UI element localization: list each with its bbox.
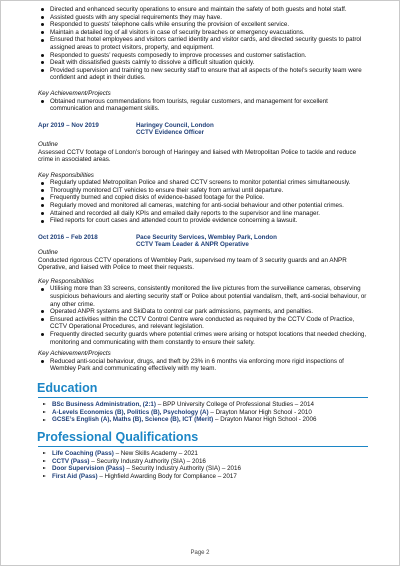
responsibilities-label: Key Responsibilities xyxy=(38,277,94,285)
job-outline: Assessed CCTV footage of London’s borough of Haringey and liaised with Metropolitan Police to tackle and reduce crime in associated areas. xyxy=(38,148,357,164)
list-item xyxy=(52,416,368,424)
list-item: Regularly updated Metropolitan Police and shared CCTV screens to monitor potential crimes simultaneously. xyxy=(50,179,368,187)
job-header-haringey xyxy=(38,122,368,137)
section-divider xyxy=(38,397,368,398)
list-item xyxy=(52,465,368,473)
item-detail: – Highfield Awarding Body for Compliance – 2017 xyxy=(97,472,237,480)
job-achievements xyxy=(38,358,368,373)
list-item: Obtained numerous commendations from tourists, regular customers, and management for excellent communication and management skills. xyxy=(50,98,368,113)
item-highlight: A-Levels Economics (B), Politics (B), Psychology (A) xyxy=(52,408,209,416)
list-item xyxy=(52,409,368,417)
item-detail: – Security Industry Authority (SIA) – 2016 xyxy=(89,457,206,465)
list-item: Ensured that hotel employees and visitors carried identity and visitor cards, and directed security guests to patrol assigned areas to protect visitors, property, and equipment. xyxy=(50,36,368,51)
item-detail: – New Skills Academy – 2021 xyxy=(113,450,198,458)
item-detail: – Drayton Manor High School - 2006 xyxy=(213,416,317,424)
job-title: CCTV Evidence Officer xyxy=(136,129,205,137)
job-header-pace xyxy=(38,234,368,249)
page-number: Page 2 xyxy=(190,550,210,556)
list-item: Directed and enhanced security operations to ensure and maintain the safety of both guests and hotel staff. xyxy=(50,6,368,14)
list-item xyxy=(52,473,368,481)
previous-role-achievements xyxy=(38,98,368,113)
list-item: Provided supervision and training to new security staff to ensure that all aspects of the hotel’s security team were confident and adept in their duties. xyxy=(50,67,368,82)
list-item xyxy=(52,458,368,466)
list-item: Utilising more than 33 screens, consistently monitored the live pictures from the surveillance cameras, observing suspicious behaviours and alerting security staff or Police about potential vandalism, theft, anti-social behaviour, or any other crime. xyxy=(50,285,367,308)
education-list xyxy=(38,401,368,424)
list-item: Frequently directed security guards where potential crimes were arising or hotspot locations that needed checking, monitoring and communicating with them constantly to ensure their safety. xyxy=(50,330,367,346)
item-detail: – Security Industry Authority (SIA) – 2016 xyxy=(124,465,241,473)
list-item: Thoroughly monitored CIT vehicles to ensure their safety from arrival until departure. xyxy=(50,187,368,195)
job-dates: Apr 2019 – Nov 2019 xyxy=(38,121,99,129)
resume-content xyxy=(38,6,368,480)
responsibilities-label: Key Responsibilities xyxy=(38,171,94,179)
qualifications-section xyxy=(38,430,368,481)
job-employer: Pace Security Services, Wembley Park, London xyxy=(136,233,277,241)
achievement-label: Key Achievement/Projects xyxy=(38,350,111,358)
item-highlight: CCTV (Pass) xyxy=(52,457,90,465)
item-highlight: BSc Business Administration, (2:1) xyxy=(52,401,156,409)
list-item: Responded to guests’ telephone calls while ensuring the provision of excellent service. xyxy=(50,21,368,29)
list-item: Ensured activities within the CCTV Control Centre were conducted as required by the CCTV Code of Practice, CCTV Operational Procedures, and relevant legislation. xyxy=(50,316,368,331)
section-heading: Education xyxy=(37,380,98,395)
list-item: Reduced anti-social behaviour, drugs, and theft by 23% in 6 months via enforcing more rigid inspections of Wembley Park and communicating effectively with my team. xyxy=(50,358,368,373)
list-item: Filed reports for court cases and attended court to provide evidence concerning a lawsuit. xyxy=(50,217,368,225)
item-detail: – BPP University College of Professional Studies – 2014 xyxy=(155,401,314,409)
achievement-label: Key Achievement/Projects xyxy=(38,89,111,97)
job-responsibilities xyxy=(38,179,368,225)
section-heading: Professional Qualifications xyxy=(37,429,199,444)
outline-label: Outline xyxy=(38,249,58,257)
section-divider xyxy=(38,446,368,447)
item-highlight: First Aid (Pass) xyxy=(52,472,98,480)
list-item: Responded to guests’ requests composedly to improve processes and customer satisfaction. xyxy=(50,52,368,60)
job-responsibilities xyxy=(38,285,368,346)
education-section xyxy=(38,381,368,424)
list-item xyxy=(52,401,368,409)
job-dates: Oct 2016 – Feb 2018 xyxy=(38,233,98,241)
job-outline: Conducted rigorous CCTV operations of Wembley Park, supervised my team of 3 security guards and an ANPR Operative, and liaised with Police to meet their requests. xyxy=(38,256,347,272)
job-employer: Haringey Council, London xyxy=(136,121,214,129)
item-highlight: GCSE’s English (A), Maths (B), Science (B), ICT (Merit) xyxy=(52,416,214,424)
list-item: Dealt with dissatisfied guests calmly to dissolve a difficult situation quickly. xyxy=(50,59,368,67)
qualifications-list xyxy=(38,450,368,480)
list-item: Operated ANPR systems and SkiData to control car park admissions, payments, and penalties. xyxy=(50,308,368,316)
list-item: Regularly moved and monitored all cameras, watching for anti-social behaviour and other potential crimes. xyxy=(50,202,368,210)
list-item: Maintain a detailed log of all visitors in case of security breaches or emergency evacuations. xyxy=(50,29,368,37)
outline-label: Outline xyxy=(38,140,58,148)
list-item xyxy=(52,450,368,458)
item-detail: – Drayton Manor High School - 2010 xyxy=(208,408,312,416)
list-item: Frequently burned and copied disks of evidence-based footage for the Police. xyxy=(50,194,368,202)
previous-role-bullets xyxy=(38,6,368,82)
job-title: CCTV Team Leader & ANPR Operative xyxy=(136,241,249,249)
item-highlight: Life Coaching (Pass) xyxy=(52,450,114,458)
item-highlight: Door Supervision (Pass) xyxy=(52,465,125,473)
list-item: Attained and recorded all daily KPIs and emailed daily reports to the supervisor and line manager. xyxy=(50,210,368,218)
list-item: Assisted guests with any special requirements they may have. xyxy=(50,14,368,22)
